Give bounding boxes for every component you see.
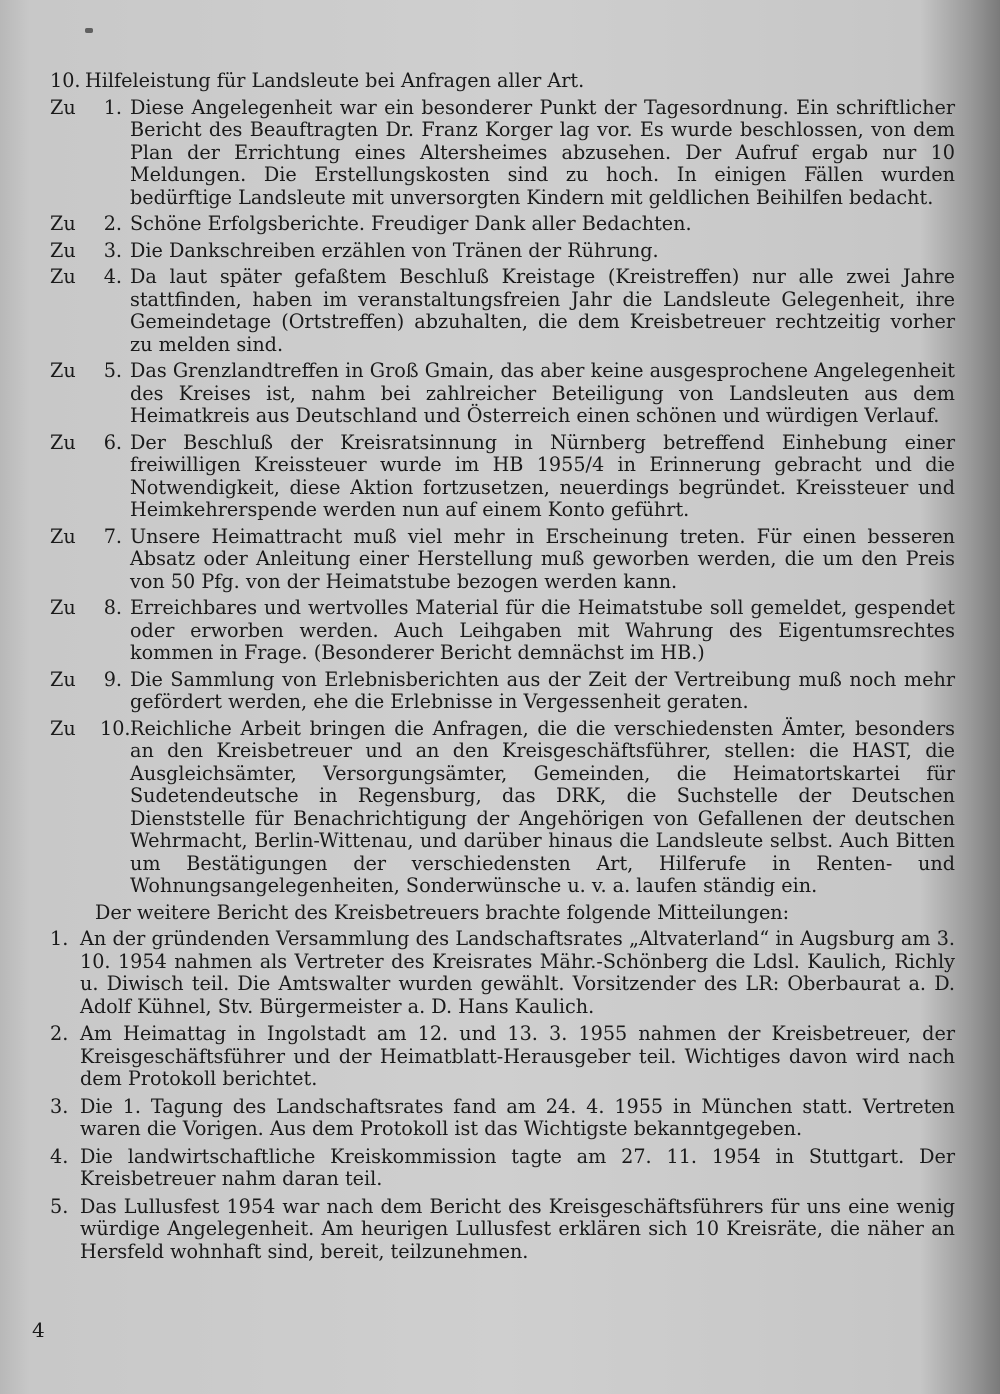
zu-item-text: Erreichbares und wertvolles Material für die Heimatstube soll gemeldet, gespendet oder erworben werden. Auch Leihgaben mit Wahrung des Eigentumsrechtes kommen in Frage. (Besonderer Bericht demnächst im HB.) [130,596,955,664]
zu-prefix: Zu [50,265,76,288]
announcement-number: 1. [50,927,69,950]
zu-item-number: 10. [100,716,131,740]
zu-item [50,432,955,522]
zu-prefix: Zu [50,596,76,619]
announcement-item [50,1196,955,1264]
announcements-list [50,928,955,1263]
zu-item [50,360,955,428]
zu-item-number: 9. [103,667,122,691]
announcement-number: 3. [50,1094,69,1118]
zu-item [50,597,955,665]
agenda-item-text: Hilfeleistung für Landsleute bei Anfragen aller Art. [85,69,585,92]
zu-item-text: Diese Angelegenheit war ein besonderer Punkt der Tagesordnung. Ein schriftlicher Bericht des Beauftragten Dr. Franz Korger lag vor. Es wurde beschlossen, von dem Plan der Errichtung eines Altersheimes abzusehen. Der Aufruf ergab nur 10 Meldungen. Die Erstellungskosten sind zu hoch. In einigen Fällen wurden bedürftige Landsleute mit unversorgten Kindern mit geldlichen Beihilfen bedacht. [130,95,955,209]
zu-list [50,97,955,898]
zu-item-number: 4. [103,265,122,288]
zu-prefix: Zu [50,524,76,548]
zu-item-number: 2. [103,212,122,235]
announcement-text: Am Heimattag in Ingolstadt am 12. und 13. 3. 1955 nahmen der Kreisbetreuer, der Kreisgeschäftsführer und der Heimatblatt-Herausgeber teil. Wichtiges davon wird nach dem Protokoll berichtet. [80,1022,955,1090]
announcement-number: 2. [50,1022,69,1045]
zu-prefix: Zu [50,238,76,262]
announcement-text: Das Lullusfest 1954 war nach dem Bericht des Kreisgeschäftsführers für uns eine wenig würdige Angelegenheit. Am heurigen Lullusfest erklären sich 10 Kreisräte, die näher an Hersfeld wohnhaft sind, bereit, teilzunehmen. [80,1194,955,1263]
announcement-item [50,928,955,1018]
report-intro: Der weitere Bericht des Kreisbetreuers brachte folgende Mitteilungen: [95,900,790,924]
zu-item [50,97,955,210]
ink-speck [85,28,93,33]
zu-item-text: Die Dankschreiben erzählen von Tränen der Rührung. [130,238,659,262]
zu-item-number: 8. [103,596,122,619]
zu-item [50,669,955,714]
announcement-text: An der gründenden Versammlung des Landschaftsrates „Altvaterland“ in Augsburg am 3. 10. 1954 nahmen als Vertreter des Kreisrates Mähr.-Schönberg die Ldsl. Kaulich, Richly u. Diwisch teil. Die Amtswalter wurden gewählt. Vorsitzender des LR: Oberbaurat a. D. Adolf Kühnel, Stv. Bürgermeister a. D. Hans Kaulich. [80,927,955,1018]
zu-item [50,718,955,898]
announcement-text: Die landwirtschaftliche Kreiskommission tagte am 27. 11. 1954 in Stuttgart. Der Kreisbetreuer nahm daran teil. [80,1144,955,1190]
agenda-item-number: 10. [50,69,81,92]
zu-item-text: Schöne Erfolgsberichte. Freudiger Dank aller Bedachten. [130,212,692,235]
announcement-text: Die 1. Tagung des Landschaftsrates fand am 24. 4. 1955 in München statt. Vertreten waren die Vorigen. Aus dem Protokoll ist das Wichtigste bekanntgegeben. [80,1094,955,1140]
announcement-item [50,1146,955,1191]
zu-prefix: Zu [50,212,76,235]
zu-item-number: 3. [103,238,122,262]
page-body [50,70,955,1268]
zu-prefix: Zu [50,359,76,382]
zu-item-number: 6. [103,430,122,454]
zu-item-number: 1. [103,95,122,119]
page-number: 4 [32,1318,45,1342]
zu-item-text: Unsere Heimattracht muß viel mehr in Erscheinung treten. Für einen besseren Absatz oder Anleitung einer Herstellung muß geworben werden, die um den Preis von 50 Pfg. von der Heimatstube bezogen werden kann. [130,524,955,593]
zu-prefix: Zu [50,95,76,119]
announcement-number: 4. [50,1144,69,1168]
announcement-item [50,1023,955,1091]
zu-item [50,526,955,594]
announcement-item [50,1096,955,1141]
zu-item-text: Da laut später gefaßtem Beschluß Kreistage (Kreistreffen) nur alle zwei Jahre stattfinden, haben im veranstaltungsfreien Jahr die Landsleute Gelegenheit, ihre Gemeindetage (Ortstreffen) abzuhalten, die dem Kreisbetreuer rechtzeitig vorher zu melden sind. [130,265,955,356]
announcement-number: 5. [50,1194,69,1218]
zu-item [50,213,955,236]
zu-prefix: Zu [50,716,76,740]
agenda-item-10 [50,70,955,93]
zu-item-text: Reichliche Arbeit bringen die Anfragen, die die verschiedensten Ämter, besonders an den Kreisbetreuer und an den Kreisgeschäftsführer, stellen: die HAST, die Ausgleichsämter, Versorgungsämter, Gemeinden, die Heimatortskartei für Sudetendeutsche in Regensburg, das DRK, die Suchstelle der Deutschen Dienststelle für Benachrichtigung der Angehörigen von Gefallenen der deutschen Wehrmacht, Berlin-Wittenau, und darüber hinaus die Landsleute selbst. Auch Bitten um Bestätigungen der verschiedensten Art, Hilferufe in Renten- und Wohnungsangelegenheiten, Sonderwünsche u. v. a. laufen ständig ein. [130,716,955,897]
zu-item [50,240,955,263]
zu-item-text: Die Sammlung von Erlebnisberichten aus der Zeit der Vertreibung muß noch mehr gefördert werden, ehe die Erlebnisse in Vergessenheit geraten. [130,667,955,713]
zu-item-number: 7. [103,524,122,548]
zu-prefix: Zu [50,430,76,454]
zu-item-text: Das Grenzlandtreffen in Groß Gmain, das aber keine ausgesprochene Angelegenheit des Kreises ist, nahm bei zahlreicher Beteiligung von Landsleuten aus dem Heimatkreis aus Deutschland und Österreich einen schönen und würdigen Verlauf. [130,359,955,427]
zu-item-text: Der Beschluß der Kreisratsinnung in Nürnberg betreffend Einhebung einer freiwilligen Kreissteuer wurde im HB 1955/4 in Erinnerung gebracht und die Notwendigkeit, diese Aktion fortzusetzen, neuerdings begründet. Kreissteuer und Heimkehrerspende werden nun auf einem Konto geführt. [130,430,955,521]
zu-prefix: Zu [50,667,76,691]
zu-item [50,266,955,356]
zu-item-number: 5. [103,359,122,382]
